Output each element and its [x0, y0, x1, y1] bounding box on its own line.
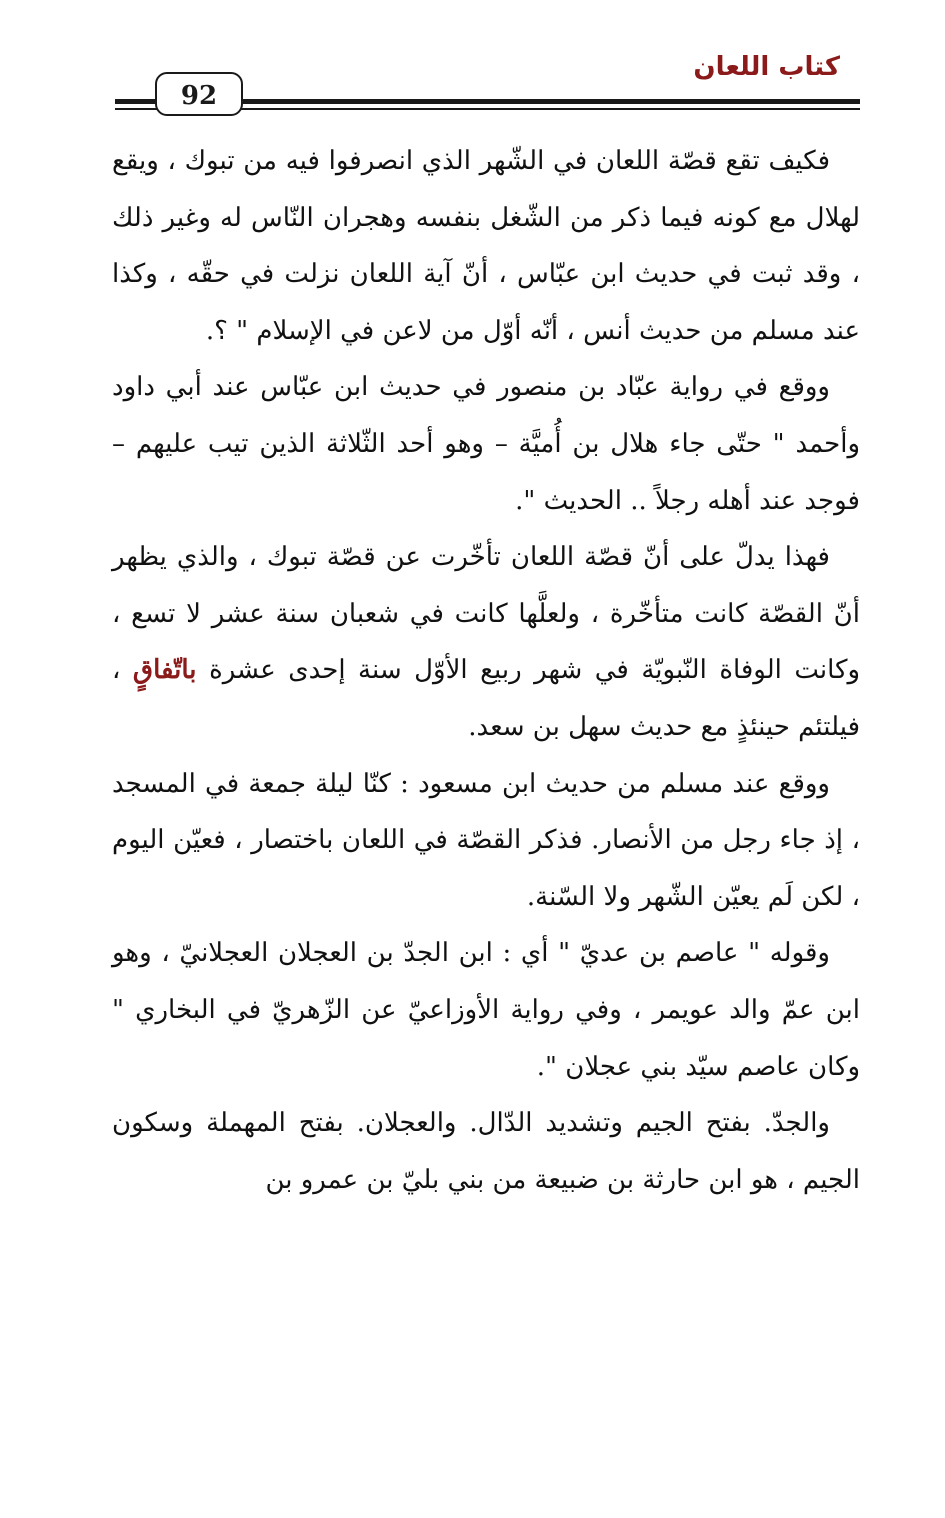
- paragraph-3: [112, 529, 860, 755]
- paragraph-6: والجدّ. بفتح الجيم وتشديد الدّال. والعجلان. بفتح المهملة وسكون الجيم ، هو ابن حارثة بن ضبيعة من بني بليّ بن عمرو بن: [112, 1108, 860, 1195]
- page-number: 92: [155, 72, 243, 116]
- highlighted-word: باتّفاقٍ: [132, 655, 197, 686]
- page-header: [0, 0, 945, 130]
- paragraph-1: فكيف تقع قصّة اللعان في الشّهر الذي انصرفوا فيه من تبوك ، ويقع لهلال مع كونه فيما ذكر من الشّغل بنفسه وهجران النّاس له وغير ذلك ، وقد ثبت في حديث ابن عبّاس ، أنّ آية اللعان نزلت في حقّه ، وكذا عند مسلم من حديث أنس ، أنّه أوّل من لاعن في الإسلام " ؟.: [112, 146, 860, 346]
- paragraph-3-text-before: فهذا يدلّ على أنّ قصّة اللعان تأخّرت عن قصّة تبوك ، والذي يظهر أنّ القصّة كانت متأخّرة ، ولعلَّها كانت في شعبان سنة عشر لا تسع ، وكانت الوفاة النّبويّة في شهر ربيع الأوّل سنة إحدى عشرة: [112, 542, 860, 686]
- paragraph-2: ووقع في رواية عبّاد بن منصور في حديث ابن عبّاس عند أبي داود وأحمد " حتّى جاء هلال بن أُميَّة – وهو أحد الثّلاثة الذين تيب عليهم – فوجد عند أهله رجلاً .. الحديث ".: [112, 372, 860, 516]
- paragraph-4: ووقع عند مسلم من حديث ابن مسعود : كنّا ليلة جمعة في المسجد ، إذ جاء رجل من الأنصار. فذكر القصّة في اللعان باختصار ، فعيّن اليوم ، لكن لَم يعيّن الشّهر ولا السّنة.: [112, 768, 860, 912]
- book-title: كتاب اللعان: [693, 52, 840, 82]
- paragraph-5: وقوله " عاصم بن عديّ " أي : ابن الجدّ بن العجلان العجلانيّ ، وهو ابن عمّ والد عويمر ، وفي رواية الأوزاعيّ عن الزّهريّ في البخاري " وكان عاصم سيّد بني عجلان ".: [112, 938, 860, 1082]
- paragraph-3-text-after: ، فيلتئم حينئذٍ مع حديث سهل بن سعد.: [112, 655, 860, 742]
- page-body: [112, 133, 860, 1208]
